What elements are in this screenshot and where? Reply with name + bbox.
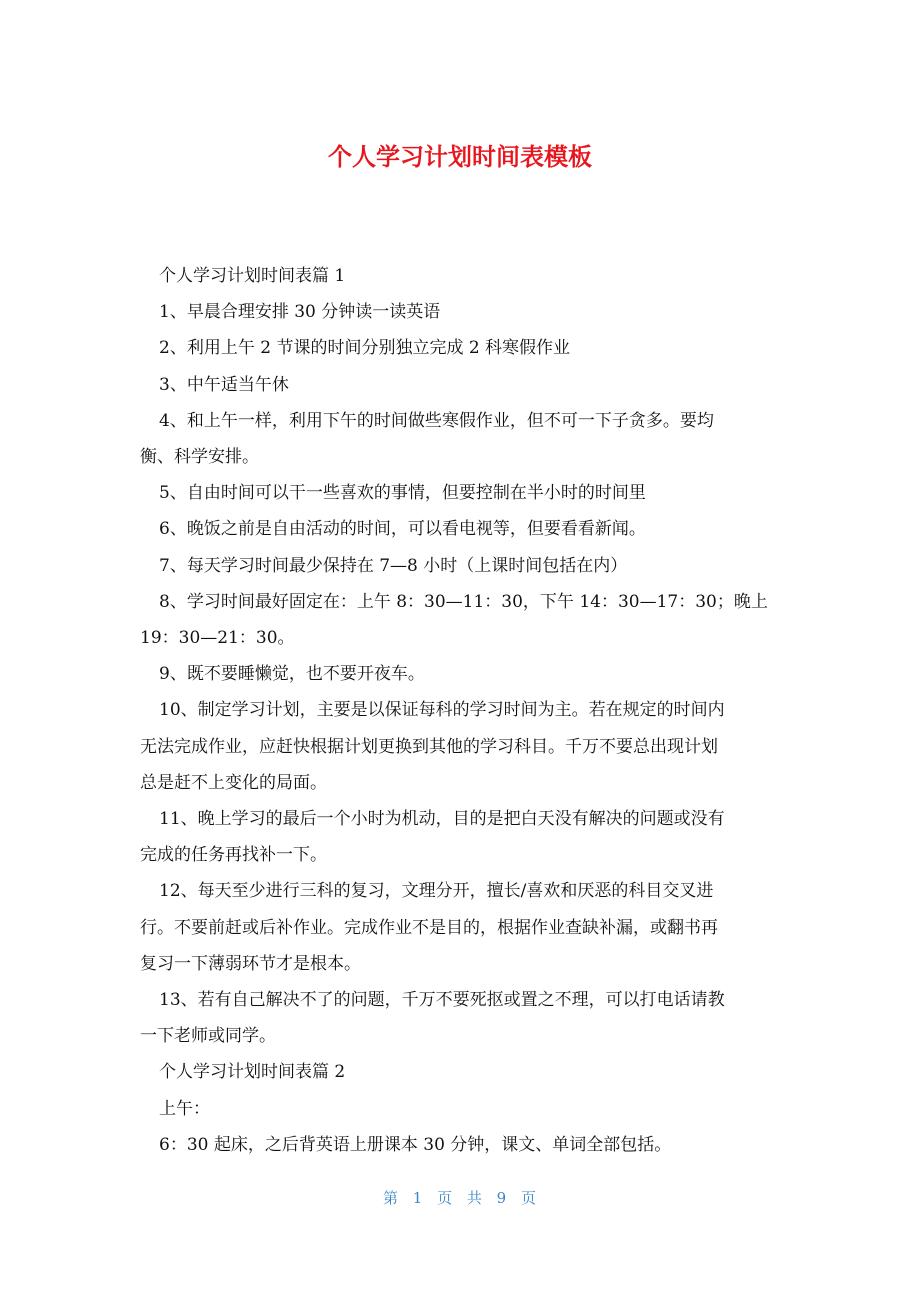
paragraph-line: 2、利用上午 2 节课的时间分别独立完成 2 科寒假作业 bbox=[159, 338, 571, 359]
paragraph bbox=[140, 1127, 780, 1163]
paragraph bbox=[140, 548, 780, 584]
paragraph-line: 4、和上午一样，利用下午的时间做些寒假作业，但不可一下子贪多。要均 bbox=[159, 410, 714, 431]
paragraph-line: 行。不要前赶或后补作业。完成作业不是目的，根据作业查缺补漏，或翻书再 bbox=[140, 917, 718, 938]
paragraph-line: 6、晚饭之前是自由活动的时间，可以看电视等，但要看看新闻。 bbox=[159, 519, 646, 540]
paragraph bbox=[140, 330, 780, 366]
paragraph-line: 6：30 起床，之后背英语上册课本 30 分钟，课文、单词全部包括。 bbox=[159, 1134, 672, 1155]
paragraph-line: 13、若有自己解决不了的问题，千万不要死抠或置之不理，可以打电话请教 bbox=[159, 990, 725, 1011]
paragraph-line: 1、早晨合理安排 30 分钟读一读英语 bbox=[159, 302, 441, 323]
paragraph-line: 上午： bbox=[159, 1098, 210, 1119]
paragraph bbox=[140, 692, 780, 801]
paragraph-line: 无法完成作业，应赶快根据计划更换到其他的学习科目。千万不要总出现计划 bbox=[140, 736, 718, 757]
paragraph-line: 3、中午适当午休 bbox=[159, 374, 289, 395]
paragraph bbox=[140, 1054, 780, 1090]
paragraph-line: 7、每天学习时间最少保持在 7—8 小时（上课时间包括在内） bbox=[159, 555, 628, 576]
paragraph-line: 19：30—21：30。 bbox=[140, 628, 295, 649]
paragraph bbox=[140, 1091, 780, 1127]
paragraph-line: 8、学习时间最好固定在：上午 8：30—11：30，下午 14：30—17：30；晚上 bbox=[159, 591, 768, 612]
document-body bbox=[140, 258, 780, 1163]
paragraph-line: 11、晚上学习的最后一个小时为机动，目的是把白天没有解决的问题或没有 bbox=[159, 809, 725, 830]
paragraph-line: 9、既不要睡懒觉，也不要开夜车。 bbox=[159, 664, 425, 685]
paragraph bbox=[140, 258, 780, 294]
document-title: 个人学习计划时间表模板 bbox=[328, 143, 592, 171]
paragraph bbox=[140, 294, 780, 330]
page-number-footer: 第 1 页 共 9 页 bbox=[383, 1189, 537, 1207]
paragraph-line: 5、自由时间可以干一些喜欢的事情，但要控制在半小时的时间里 bbox=[159, 483, 646, 504]
paragraph bbox=[140, 584, 780, 656]
paragraph-line: 一下老师或同学。 bbox=[140, 1026, 276, 1047]
paragraph bbox=[140, 801, 780, 873]
paragraph bbox=[140, 656, 780, 692]
paragraph bbox=[140, 367, 780, 403]
paragraph-line: 复习一下薄弱环节才是根本。 bbox=[140, 953, 361, 974]
paragraph bbox=[140, 873, 780, 982]
paragraph-line: 12、每天至少进行三科的复习，文理分开，擅长/喜欢和厌恶的科目交叉进 bbox=[159, 881, 714, 902]
paragraph bbox=[140, 511, 780, 547]
paragraph bbox=[140, 982, 780, 1054]
paragraph-line: 衡、科学安排。 bbox=[140, 447, 259, 468]
paragraph-line: 完成的任务再找补一下。 bbox=[140, 845, 327, 866]
paragraph-line: 总是赶不上变化的局面。 bbox=[140, 772, 327, 793]
paragraph-line: 个人学习计划时间表篇 1 bbox=[159, 266, 346, 286]
paragraph bbox=[140, 475, 780, 511]
paragraph bbox=[140, 403, 780, 475]
paragraph-line: 个人学习计划时间表篇 2 bbox=[159, 1062, 346, 1083]
paragraph-line: 10、制定学习计划，主要是以保证每科的学习时间为主。若在规定的时间内 bbox=[159, 700, 725, 721]
